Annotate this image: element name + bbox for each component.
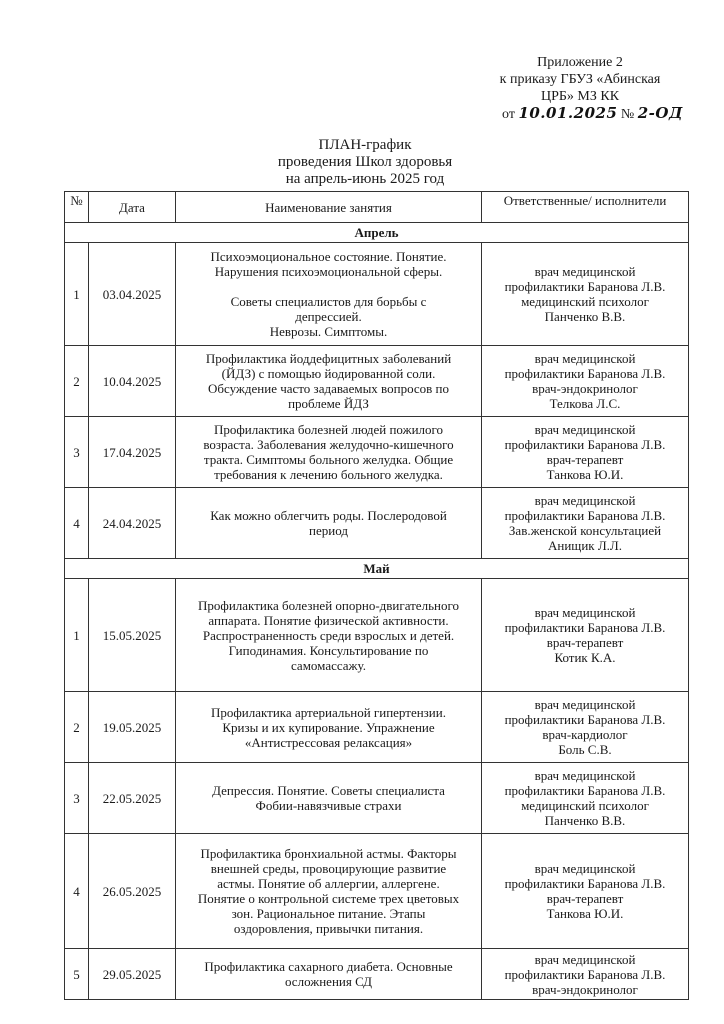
topic-line: астмы. Понятие об аллергии, аллергене. bbox=[217, 876, 440, 891]
order-reference bbox=[470, 105, 690, 123]
month-row bbox=[65, 559, 689, 579]
topic-line: период bbox=[309, 523, 348, 538]
topic-line: Профилактика болезней опорно-двигательного bbox=[198, 597, 459, 613]
row-responsible bbox=[482, 834, 689, 949]
responsible-line: врач-эндокринолог bbox=[532, 981, 638, 997]
responsible-line: профилактики Баранова Л.В. bbox=[504, 876, 666, 891]
responsible-line: врач медицинской bbox=[534, 264, 636, 279]
appendix-line-2: к приказу ГБУЗ «Абинская bbox=[499, 72, 661, 87]
topic-line: Профилактика сахарного диабета. Основные bbox=[204, 959, 453, 974]
row-number: 5 bbox=[65, 949, 89, 1000]
number-label: № bbox=[620, 107, 635, 122]
responsible-line: Анищик Л.Л. bbox=[548, 538, 622, 553]
responsible-line: Панченко В.В. bbox=[544, 813, 626, 828]
row-number: 3 bbox=[65, 763, 89, 834]
topic-line: осложнения СД bbox=[284, 974, 372, 989]
row-number: 2 bbox=[65, 692, 89, 763]
responsible-line: врач медицинской bbox=[534, 697, 636, 712]
responsible-line: медицинский психолог bbox=[521, 294, 649, 309]
topic-line: тракта. Симптомы больного желудка. Общие bbox=[203, 452, 454, 467]
order-date: 10.01.2025 bbox=[518, 104, 618, 122]
responsible-line: профилактики Баранова Л.В. bbox=[504, 279, 666, 294]
responsible-line: врач медицинской bbox=[534, 351, 636, 366]
row-responsible bbox=[482, 949, 689, 1000]
responsible-line: врач медицинской bbox=[534, 861, 636, 876]
month-label: Апрель bbox=[65, 223, 689, 243]
responsible-line: врач-кардиолог bbox=[542, 727, 628, 742]
row-responsible bbox=[482, 579, 689, 692]
header-topic: Наименование занятия bbox=[176, 192, 482, 223]
responsible-line: Танкова Ю.И. bbox=[546, 906, 624, 921]
topic-line: оздоровления, привычки питания. bbox=[233, 921, 424, 936]
topic-line: Профилактика бронхиальной астмы. Факторы bbox=[200, 846, 457, 861]
title-line-3: на апрель-июнь 2025 год bbox=[285, 171, 445, 187]
month-row bbox=[65, 223, 689, 243]
row-number: 3 bbox=[65, 417, 89, 488]
topic-line: Обсуждение часто задаваемых вопросов по bbox=[207, 381, 450, 396]
responsible-line: профилактики Баранова Л.В. bbox=[504, 508, 666, 523]
row-date: 22.05.2025 bbox=[89, 763, 176, 834]
row-number: 2 bbox=[65, 346, 89, 417]
row-topic bbox=[176, 579, 482, 692]
topic-line: требования к лечению больного желудка. bbox=[214, 467, 443, 482]
row-date: 26.05.2025 bbox=[89, 834, 176, 949]
topic-line: возраста. Заболевания желудочно-кишечного bbox=[203, 437, 454, 452]
responsible-line: Боль С.В. bbox=[558, 742, 612, 757]
topic-line: Психоэмоциональное состояние. Понятие. bbox=[210, 249, 447, 264]
row-date: 17.04.2025 bbox=[89, 417, 176, 488]
responsible-line: врач медицинской bbox=[534, 768, 636, 783]
schedule-table bbox=[64, 191, 689, 1000]
header-num: № bbox=[65, 192, 89, 223]
title-line-2: проведения Школ здоровья bbox=[277, 154, 453, 170]
topic-line: проблеме ЙДЗ bbox=[288, 396, 369, 411]
responsible-line: Телкова Л.С. bbox=[549, 396, 621, 411]
topic-line: Профилактика артериальной гипертензии. bbox=[211, 704, 446, 720]
table-header-row bbox=[65, 192, 689, 223]
appendix-line-1: Приложение 2 bbox=[537, 55, 623, 70]
responsible-line: профилактики Баранова Л.В. bbox=[504, 620, 666, 635]
table-row bbox=[65, 579, 689, 692]
header-resp: Ответственные/ исполнители bbox=[482, 192, 689, 223]
responsible-line: врач медицинской bbox=[534, 493, 636, 508]
topic-line: «Антистрессовая релаксация» bbox=[244, 734, 413, 750]
row-responsible bbox=[482, 417, 689, 488]
topic-line: Профилактика йоддефицитных заболеваний bbox=[205, 351, 452, 366]
row-responsible bbox=[482, 692, 689, 763]
table-row bbox=[65, 763, 689, 834]
topic-line: Гиподинамия. Консультирование по bbox=[228, 642, 429, 658]
row-number: 1 bbox=[65, 579, 89, 692]
table-row bbox=[65, 949, 689, 1000]
topic-line bbox=[178, 279, 479, 294]
row-number: 1 bbox=[65, 243, 89, 346]
table-row bbox=[65, 243, 689, 346]
responsible-line: врач-терапевт bbox=[546, 891, 624, 906]
row-responsible bbox=[482, 488, 689, 559]
topic-line: Фобии-навязчивые страхи bbox=[255, 798, 402, 813]
responsible-line: профилактики Баранова Л.В. bbox=[504, 712, 666, 727]
appendix-line-3: ЦРБ» МЗ КК bbox=[540, 89, 620, 104]
header-date: Дата bbox=[89, 192, 176, 223]
topic-line: Неврозы. Симптомы. bbox=[269, 324, 388, 339]
responsible-line: профилактики Баранова Л.В. bbox=[504, 783, 666, 798]
responsible-line: врач медицинской bbox=[534, 422, 636, 437]
row-responsible bbox=[482, 346, 689, 417]
schedule-body bbox=[65, 223, 689, 1000]
responsible-line: врач медицинской bbox=[534, 605, 636, 620]
topic-line: (ЙДЗ) с помощью йодированной соли. bbox=[221, 366, 436, 381]
title-line-1: ПЛАН-график bbox=[318, 137, 412, 153]
topic-line: зон. Рациональное питание. Этапы bbox=[231, 906, 426, 921]
responsible-line: врач-терапевт bbox=[546, 452, 624, 467]
appendix-block bbox=[470, 54, 690, 123]
row-topic bbox=[176, 243, 482, 346]
topic-line: Кризы и их купирование. Упражнение bbox=[222, 719, 435, 735]
topic-line: внешней среды, провоцирующие развитие bbox=[210, 861, 447, 876]
table-row bbox=[65, 346, 689, 417]
responsible-line: врач медицинской bbox=[534, 951, 636, 967]
responsible-line: Котик К.А. bbox=[554, 650, 616, 665]
topic-line: Депрессия. Понятие. Советы специалиста bbox=[212, 783, 445, 798]
month-label: Май bbox=[65, 559, 689, 579]
row-number: 4 bbox=[65, 834, 89, 949]
table-row bbox=[65, 417, 689, 488]
row-date: 03.04.2025 bbox=[89, 243, 176, 346]
topic-line: аппарата. Понятие физической активности. bbox=[208, 612, 449, 628]
topic-line: Профилактика болезней людей пожилого bbox=[213, 422, 444, 437]
responsible-line: профилактики Баранова Л.В. bbox=[504, 366, 666, 381]
row-topic bbox=[176, 763, 482, 834]
responsible-line: Зав.женской консультацией bbox=[508, 523, 662, 538]
row-number: 4 bbox=[65, 488, 89, 559]
table-row bbox=[65, 692, 689, 763]
row-date: 15.05.2025 bbox=[89, 579, 176, 692]
row-date: 29.05.2025 bbox=[89, 949, 176, 1000]
responsible-line: профилактики Баранова Л.В. bbox=[504, 966, 666, 982]
document-title bbox=[240, 137, 490, 188]
responsible-line: медицинский психолог bbox=[521, 798, 649, 813]
row-date: 10.04.2025 bbox=[89, 346, 176, 417]
table-row bbox=[65, 834, 689, 949]
from-label: от bbox=[502, 107, 515, 122]
row-topic bbox=[176, 949, 482, 1000]
row-topic bbox=[176, 692, 482, 763]
topic-line: Нарушения психоэмоциональной сферы. bbox=[214, 264, 443, 279]
responsible-line: врач-терапевт bbox=[546, 635, 624, 650]
responsible-line: врач-эндокринолог bbox=[532, 381, 638, 396]
responsible-line: Танкова Ю.И. bbox=[546, 467, 624, 482]
row-date: 24.04.2025 bbox=[89, 488, 176, 559]
row-topic bbox=[176, 417, 482, 488]
topic-line: депрессией. bbox=[295, 309, 362, 324]
row-responsible bbox=[482, 243, 689, 346]
row-date: 19.05.2025 bbox=[89, 692, 176, 763]
topic-line: Понятие о контрольной системе трех цветовых bbox=[197, 891, 460, 906]
row-topic bbox=[176, 834, 482, 949]
topic-line: самомассажу. bbox=[291, 657, 366, 673]
responsible-line: Панченко В.В. bbox=[544, 309, 626, 324]
responsible-line: профилактики Баранова Л.В. bbox=[504, 437, 666, 452]
order-number: 2-ОД bbox=[637, 104, 683, 122]
row-topic bbox=[176, 488, 482, 559]
row-topic bbox=[176, 346, 482, 417]
row-responsible bbox=[482, 763, 689, 834]
topic-line: Как можно облегчить роды. Послеродовой bbox=[210, 508, 447, 523]
table-row bbox=[65, 488, 689, 559]
topic-line: Советы специалистов для борьбы с bbox=[230, 294, 427, 309]
topic-line: Распространенность среди взрослых и детей. bbox=[202, 627, 455, 643]
